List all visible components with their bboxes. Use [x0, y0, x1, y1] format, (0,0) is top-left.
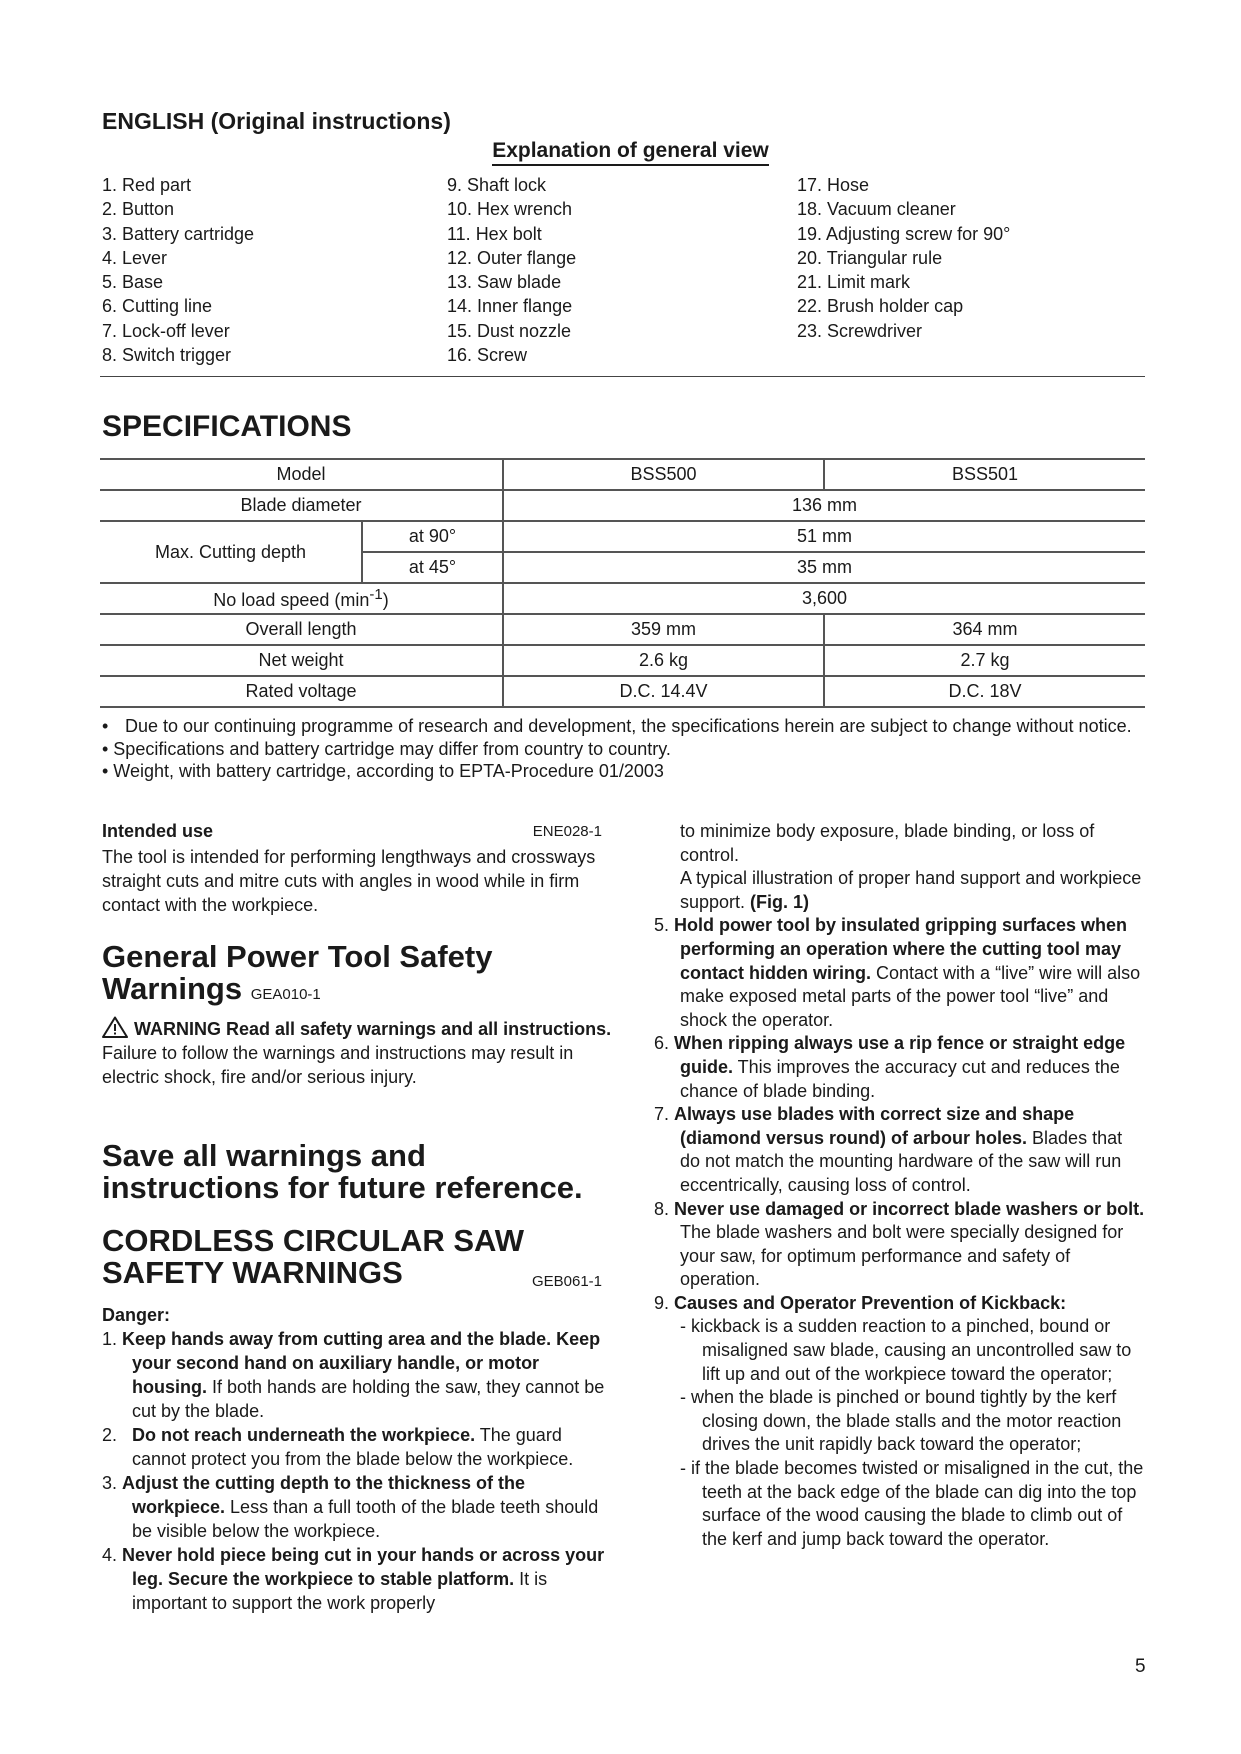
general-safety-title — [102, 941, 612, 1011]
danger-list — [102, 1327, 612, 1615]
overall-length-label: Overall length — [100, 614, 503, 645]
table-row — [100, 583, 1145, 614]
circular-saw-warnings-title — [102, 1225, 612, 1289]
table-row — [100, 645, 1145, 676]
item-text: The blade washers and bolt were specially designed for your saw, for optimum performance and safety of operation. — [680, 1222, 1124, 1290]
speed-label-text: No load speed (min — [213, 590, 370, 610]
continued-text-body: A typical illustration of proper hand support and workpiece support. — [680, 868, 1142, 912]
list-item: 4. Lever — [102, 247, 168, 268]
section-divider — [100, 376, 1145, 377]
list-item: 1. Red part — [102, 175, 192, 195]
item-bold: Causes and Operator Prevention of Kickback: — [674, 1292, 1067, 1313]
item-number: 8. — [654, 1198, 675, 1219]
net-weight-label: Net weight — [100, 645, 503, 676]
save-title-line-2: instructions for future reference. — [102, 1170, 583, 1205]
list-item: 11. Hex bolt — [447, 223, 542, 244]
item-number: 6. — [654, 1033, 675, 1054]
bullet: • — [102, 716, 109, 736]
ccs-title-line-2-text: SAFETY WARNINGS — [102, 1255, 403, 1290]
continued-text: to minimize body exposure, blade binding, or loss of control. — [680, 821, 1095, 865]
list-item: 14. Inner flange — [447, 296, 573, 317]
list-item — [646, 914, 1146, 1032]
list-item: 15. Dust nozzle — [447, 320, 572, 341]
list-item: 8. Switch trigger — [102, 345, 232, 366]
general-safety-title-line-1: General Power Tool Safety — [102, 939, 493, 974]
continued-text — [646, 867, 1146, 914]
table-row — [100, 676, 1145, 707]
item-bold: Always use blades with correct size and shape (diamond versus round) of arbour holes. — [674, 1104, 1075, 1148]
list-item: 21. Limit mark — [797, 272, 911, 293]
rated-voltage-b: D.C. 18V — [824, 676, 1145, 707]
general-safety-title-word: Warnings — [102, 971, 243, 1006]
warning-paragraph — [102, 1016, 612, 1089]
intended-use-text: The tool is intended for performing lengthways and crossways straight cuts and mitre cuts with angles in wood while in firm contact with the workpiece. — [102, 847, 596, 915]
list-item: 16. Screw — [447, 345, 528, 366]
at-90-label: at 90° — [362, 521, 503, 552]
item-text: Blades that do not match the mounting hardware of the saw will run eccentrically, causing loss of control. — [680, 1127, 1123, 1195]
item-number: 9. — [654, 1292, 675, 1313]
intended-use-heading — [102, 819, 612, 843]
general-view-column-2 — [447, 173, 576, 367]
kickback-cause: - when the blade is pinched or bound tightly by the kerf closing down, the blade stalls and the motor reaction drives the unit rapidly back toward the operator; — [680, 1387, 1122, 1455]
list-item: 2. Button — [102, 199, 175, 220]
list-item — [646, 1198, 1146, 1292]
list-item — [102, 1543, 612, 1615]
rated-voltage-a: D.C. 14.4V — [503, 676, 824, 707]
item-bold: Keep hands away from cutting area and the blade. Keep your second hand on auxiliary handle, or motor housing. — [122, 1329, 601, 1397]
figure-reference: (Fig. 1) — [745, 891, 810, 912]
rated-voltage-label: Rated voltage — [100, 676, 503, 707]
table-row — [100, 459, 1145, 490]
item-number: 2. — [102, 1425, 133, 1445]
note-item — [102, 715, 1147, 738]
list-item: 20. Triangular rule — [797, 247, 943, 268]
item-text: Less than a full tooth of the blade teeth should be visible below the workpiece. — [132, 1497, 599, 1541]
item-text: Contact with a “live” wire will also make exposed metal parts of the power tool “live” and shock the operator. — [680, 962, 1141, 1030]
blade-diameter-label: Blade diameter — [100, 490, 503, 521]
specifications-title: SPECIFICATIONS — [102, 410, 352, 443]
item-number: 3. — [102, 1473, 123, 1493]
max-cutting-depth-label: Max. Cutting depth — [100, 521, 362, 583]
list-item: 23. Screwdriver — [797, 320, 923, 341]
blade-diameter-value: 136 mm — [503, 490, 1145, 521]
list-item — [646, 1032, 1146, 1103]
item-text: It is important to support the work properly — [132, 1569, 548, 1613]
speed-label-sup: -1 — [369, 586, 383, 603]
list-item: 7. Lock-off lever — [102, 320, 230, 341]
table-row — [100, 490, 1145, 521]
model-b: BSS501 — [824, 459, 1145, 490]
list-item — [646, 1292, 1146, 1316]
item-text: This improves the accuracy cut and reduces the chance of blade binding. — [680, 1056, 1120, 1101]
item-text: The guard cannot protect you from the blade below the workpiece. — [132, 1425, 574, 1469]
no-load-speed-label — [100, 583, 503, 614]
ccs-code: GEB061-1 — [531, 1273, 602, 1290]
intended-use-code: ENE028-1 — [532, 823, 602, 840]
note-text: Due to our continuing programme of research and development, the specifications herein are subject to change without notice. — [125, 716, 1132, 736]
kickback-cause: - if the blade becomes twisted or misaligned in the cut, the teeth at the back edge of the blade can dig into the top surface of the wood causing the blade to climb out of the kerf and jump back toward the operator. — [680, 1458, 1144, 1549]
no-load-speed-value: 3,600 — [503, 583, 1145, 614]
warning-triangle-icon — [102, 1016, 128, 1038]
list-item — [102, 1423, 612, 1471]
net-weight-a: 2.6 kg — [503, 645, 824, 676]
ccs-title-line-1: CORDLESS CIRCULAR SAW — [102, 1223, 524, 1258]
save-warnings-title — [102, 1140, 612, 1204]
general-view-title-text: Explanation of general view — [492, 139, 769, 166]
intended-use-title: Intended use — [102, 821, 214, 841]
list-item: 19. Adjusting screw for 90° — [797, 223, 1011, 244]
list-item — [102, 1327, 612, 1423]
item-text: If both hands are holding the saw, they cannot be cut by the blade. — [132, 1377, 605, 1421]
model-label: Model — [100, 459, 503, 490]
at-45-value: 35 mm — [503, 552, 1145, 583]
general-safety-code: GEA010-1 — [250, 986, 321, 1003]
general-view-title — [0, 139, 1241, 163]
net-weight-b: 2.7 kg — [824, 645, 1145, 676]
item-number: 7. — [654, 1104, 675, 1125]
at-45-label: at 45° — [362, 552, 503, 583]
warning-text: Failure to follow the warnings and instructions may result in electric shock, fire and/or serious injury. — [102, 1043, 574, 1087]
danger-text: Danger: — [102, 1305, 171, 1325]
right-column — [646, 820, 1146, 1551]
table-row — [100, 521, 1145, 552]
list-item: 3. Battery cartridge — [102, 223, 255, 244]
item-bold: Never use damaged or incorrect blade washers or bolt. — [674, 1198, 1145, 1219]
danger-label — [102, 1303, 612, 1327]
list-item: 5. Base — [102, 272, 164, 293]
table-row — [100, 614, 1145, 645]
list-item: 9. Shaft lock — [447, 175, 547, 195]
list-item: 18. Vacuum cleaner — [797, 199, 956, 220]
at-90-value: 51 mm — [503, 521, 1145, 552]
item-bold: Do not reach underneath the workpiece. — [132, 1425, 476, 1445]
item-bold: Hold power tool by insulated gripping surfaces when performing an operation where the cutting tool may contact hidden wiring. — [674, 915, 1128, 983]
general-safety-title-line-2 — [102, 973, 612, 1011]
item-number: 4. — [102, 1545, 123, 1565]
list-item: 12. Outer flange — [447, 247, 577, 268]
list-item: 13. Saw blade — [447, 272, 562, 293]
list-item: 17. Hose — [797, 175, 870, 195]
save-title-line-1: Save all warnings and — [102, 1138, 426, 1173]
list-item — [646, 1103, 1146, 1197]
item-number: 1. — [102, 1329, 123, 1349]
item-bold: Adjust the cutting depth to the thickness of the workpiece. — [122, 1473, 526, 1517]
list-item: 10. Hex wrench — [447, 199, 573, 220]
list-item: 6. Cutting line — [102, 296, 213, 317]
overall-length-b: 364 mm — [824, 614, 1145, 645]
warning-bold: WARNING Read all safety warnings and all instructions. — [134, 1019, 612, 1039]
item-number: 5. — [654, 915, 675, 936]
overall-length-a: 359 mm — [503, 614, 824, 645]
model-a: BSS500 — [503, 459, 824, 490]
specifications-table — [100, 458, 1145, 708]
list-item — [102, 1471, 612, 1543]
kickback-cause: - kickback is a sudden reaction to a pinched, bound or misaligned saw blade, causing an uncontrolled saw to lift up and out of the workpiece toward the operator; — [680, 1316, 1132, 1384]
list-item: 22. Brush holder cap — [797, 296, 964, 317]
ccs-title-line-2 — [102, 1257, 612, 1289]
speed-label-close: ) — [382, 590, 389, 610]
language-title: ENGLISH (Original instructions) — [102, 108, 451, 134]
note-item: • Weight, with battery cartridge, according to EPTA-Procedure 01/2003 — [102, 761, 664, 781]
general-view-column-1 — [102, 173, 254, 367]
page-number: 5 — [1135, 1656, 1146, 1677]
specification-notes — [102, 715, 1147, 783]
general-view-column-3 — [797, 173, 1010, 343]
note-item: • Specifications and battery cartridge may differ from country to country. — [102, 738, 671, 759]
item-bold: When ripping always use a rip fence or straight edge guide. — [674, 1033, 1126, 1077]
item-bold: Never hold piece being cut in your hands or across your leg. Secure the workpiece to stable platform. — [122, 1545, 605, 1589]
